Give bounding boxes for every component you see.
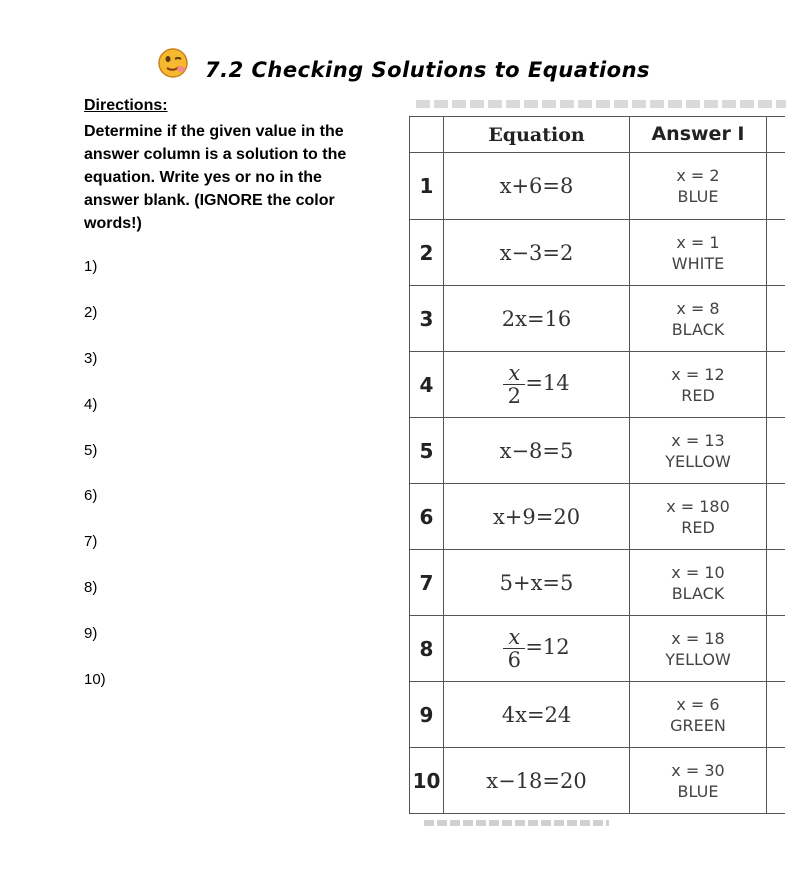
page-title: 7.2 Checking Solutions to Equations — [205, 58, 651, 82]
table-row — [410, 153, 786, 220]
row-number: 4 — [410, 352, 444, 418]
answer-value: x = 1 — [676, 232, 720, 252]
answer-value: x = 6 — [676, 694, 720, 714]
row-number: 10 — [410, 748, 444, 814]
fraction-denominator: 2 — [507, 384, 522, 408]
answer-color: YELLOW — [665, 649, 731, 669]
blurred-header-text — [416, 100, 786, 108]
row-answer — [630, 550, 767, 616]
fraction-numerator: x — [508, 625, 521, 649]
header-answer: Answer I — [630, 117, 767, 153]
table-row — [410, 220, 786, 286]
row-extra — [767, 286, 786, 352]
row-extra — [767, 748, 786, 814]
answer-value: x = 10 — [671, 562, 725, 582]
answer-color: GREEN — [670, 715, 726, 735]
row-extra — [767, 220, 786, 286]
answer-value: x = 30 — [671, 760, 725, 780]
row-equation — [444, 616, 630, 682]
answer-label-1[interactable]: 1) — [84, 258, 98, 275]
row-answer — [630, 484, 767, 550]
table-row — [410, 682, 786, 748]
row-answer — [630, 286, 767, 352]
answer-value: x = 12 — [671, 364, 725, 384]
header-equation: Equation — [444, 117, 630, 153]
table-row — [410, 748, 786, 814]
row-number: 7 — [410, 550, 444, 616]
row-answer — [630, 616, 767, 682]
answer-label-8[interactable]: 8) — [84, 579, 98, 596]
row-equation: x+9=20 — [444, 484, 630, 550]
row-answer — [630, 418, 767, 484]
fraction — [503, 626, 525, 671]
table-row — [410, 352, 786, 418]
table-row — [410, 484, 786, 550]
row-extra — [767, 352, 786, 418]
winking-face-icon — [157, 47, 189, 79]
row-number: 8 — [410, 616, 444, 682]
equation-rhs: =14 — [525, 371, 570, 395]
answer-color: BLUE — [677, 187, 719, 206]
fraction-numerator: x — [508, 361, 521, 385]
equation-rhs: =12 — [525, 635, 570, 659]
answer-color: RED — [681, 385, 715, 405]
answer-label-7[interactable]: 7) — [84, 533, 98, 550]
answer-value: x = 13 — [671, 430, 725, 450]
answer-value: x = 180 — [666, 496, 730, 516]
answer-value: x = 18 — [671, 628, 725, 648]
answer-label-3[interactable]: 3) — [84, 350, 98, 367]
row-extra — [767, 550, 786, 616]
fraction — [503, 362, 525, 407]
row-equation: 4x=24 — [444, 682, 630, 748]
directions-heading: Directions: — [84, 97, 168, 114]
header-extra — [767, 117, 786, 153]
row-extra — [767, 616, 786, 682]
table-row — [410, 616, 786, 682]
header-num — [410, 117, 444, 153]
row-number: 2 — [410, 220, 444, 286]
row-answer — [630, 682, 767, 748]
row-equation: x+6=8 — [444, 153, 630, 220]
row-number: 1 — [410, 153, 444, 220]
row-extra — [767, 153, 786, 220]
row-answer — [630, 748, 767, 814]
answer-label-5[interactable]: 5) — [84, 442, 98, 459]
row-equation — [444, 352, 630, 418]
equation-table — [409, 116, 785, 814]
row-answer — [630, 352, 767, 418]
answer-color: WHITE — [671, 253, 725, 273]
row-number: 3 — [410, 286, 444, 352]
answer-color: YELLOW — [665, 451, 731, 471]
row-number: 9 — [410, 682, 444, 748]
answer-color: BLUE — [677, 781, 719, 801]
fraction-denominator: 6 — [507, 648, 522, 672]
row-extra — [767, 484, 786, 550]
answer-label-4[interactable]: 4) — [84, 396, 98, 413]
answer-value: x = 2 — [676, 166, 720, 185]
blurred-footer-text — [424, 820, 609, 826]
answer-label-2[interactable]: 2) — [84, 304, 98, 321]
row-extra — [767, 682, 786, 748]
table-header-row — [410, 117, 786, 153]
directions-text: Determine if the given value in the answer column is a solution to the equation. Write yes or no in the answer blank. (IGNORE the color words!) — [84, 123, 347, 232]
table-row — [410, 286, 786, 352]
row-number: 6 — [410, 484, 444, 550]
row-equation: x−18=20 — [444, 748, 630, 814]
row-equation: x−3=2 — [444, 220, 630, 286]
row-number: 5 — [410, 418, 444, 484]
answer-label-9[interactable]: 9) — [84, 625, 98, 642]
answer-color: RED — [681, 517, 715, 537]
answer-label-10[interactable]: 10) — [84, 671, 106, 688]
row-equation: 5+x=5 — [444, 550, 630, 616]
answer-color: BLACK — [671, 319, 725, 339]
row-extra — [767, 418, 786, 484]
row-answer — [630, 153, 767, 220]
row-equation: x−8=5 — [444, 418, 630, 484]
table-row — [410, 418, 786, 484]
row-equation: 2x=16 — [444, 286, 630, 352]
table-row — [410, 550, 786, 616]
answer-label-6[interactable]: 6) — [84, 487, 98, 504]
answer-color: BLACK — [671, 583, 725, 603]
row-answer — [630, 220, 767, 286]
answer-value: x = 8 — [676, 298, 720, 318]
